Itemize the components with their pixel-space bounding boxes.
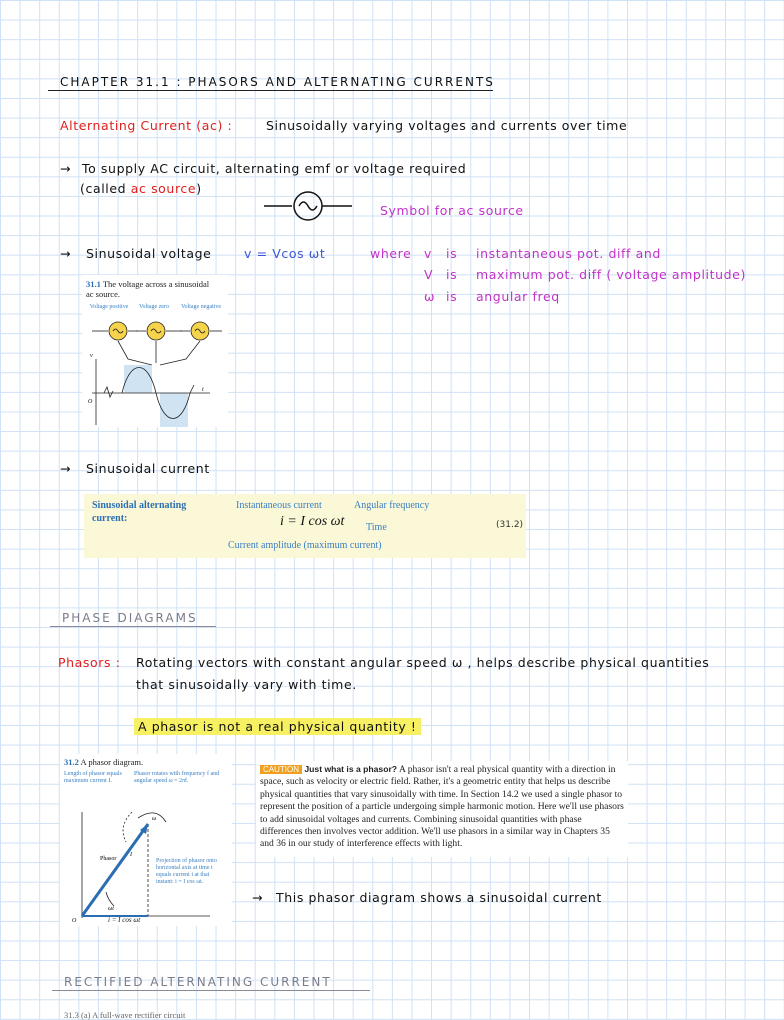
origin-label: O xyxy=(88,399,93,405)
voltage-formula: v = Vcos ωt xyxy=(244,246,326,261)
def-is: is xyxy=(446,289,458,304)
t-axis-label: t xyxy=(202,387,204,393)
figure-bottom-formula: i = I cos ωt xyxy=(108,916,141,924)
phasors-line-1: Rotating vectors with constant angular speed ω , helps describe physical quantities xyxy=(136,655,710,670)
label-length: Length of phasor equals maximum current I. xyxy=(64,771,122,784)
sinusoidal-voltage-label: Sinusoidal voltage xyxy=(86,246,212,261)
ac-source-symbol-icon xyxy=(262,190,354,222)
supply-line-2: (called ac source) xyxy=(80,181,202,196)
label-voltage-positive: Voltage positive xyxy=(89,304,129,310)
def-is: is xyxy=(446,246,458,261)
phasor-diagram-note: This phasor diagram shows a sinusoidal current xyxy=(276,890,602,905)
chapter-title: CHAPTER 31.1 : PHASORS AND ALTERNATING CURRENTS xyxy=(60,75,495,89)
ac-term: Alternating Current (ac) : xyxy=(60,118,233,133)
supply-line-1: To supply AC circuit, alternating emf or voltage required xyxy=(82,161,467,176)
figure-caption-cont: ac source. xyxy=(86,289,120,299)
phasor-note-highlight: A phasor is not a real physical quantity ! xyxy=(134,718,421,735)
i-label: I xyxy=(130,852,132,858)
def-text: angular freq xyxy=(476,289,560,304)
figure-31-2 xyxy=(60,754,232,926)
def-text: maximum pot. diff ( voltage amplitude) xyxy=(476,267,746,282)
eq-name: Sinusoidal alternating xyxy=(92,500,187,511)
figure-number: 31.1 xyxy=(86,279,101,289)
eq-formula: i = I cos ωt xyxy=(280,514,345,529)
figure-31-1 xyxy=(82,275,228,427)
wt-label: ωt xyxy=(108,906,114,912)
omega-label: ω xyxy=(152,816,157,822)
figure-number: 31.2 xyxy=(64,757,79,767)
caution-paragraph xyxy=(260,763,626,851)
def-symbol: ω xyxy=(424,289,436,304)
rectified-underline xyxy=(52,990,370,991)
phase-underline xyxy=(50,626,216,627)
eq-number: (31.2) xyxy=(496,520,524,530)
figure-caption: The voltage across a sinusoidal xyxy=(102,279,210,289)
eq-time-label: Time xyxy=(366,522,387,533)
phase-heading: PHASE DIAGRAMS xyxy=(62,611,198,625)
def-is: is xyxy=(446,267,458,282)
caution-text: A phasor isn't a real physical quantity with a direction in space, such as velocity or electric field. Rather, it's a geometric entity that helps us describe physical quantities that vary sinusoidally with time. In Section 14.2 we used a single phasor to represent the position of a particle undergoing simple harmonic motion. Here we'll use phasors to add sinusoidal voltages and currents. Combining sinusoidal quantities with phase differences then involves vector addition. We'll use phasors in a similar way in Chapters 35 and 36 in our study of interference effects with light. xyxy=(260,764,624,850)
phasor-label: Phasor xyxy=(100,856,117,862)
arrow-bullet-icon: → xyxy=(60,461,72,476)
eq-inst-label: Instantaneous current xyxy=(236,500,322,511)
equation-box xyxy=(84,494,526,558)
ac-definition: Sinusoidally varying voltages and currents over time xyxy=(266,118,628,133)
title-underline xyxy=(48,90,493,91)
def-symbol: v xyxy=(424,246,432,261)
arrow-bullet-icon: → xyxy=(252,890,264,905)
sinusoidal-current-label: Sinusoidal current xyxy=(86,461,210,476)
arrow-bullet-icon: → xyxy=(60,161,72,176)
def-symbol: V xyxy=(424,267,434,282)
eq-ang-label: Angular frequency xyxy=(354,500,430,511)
label-rotation: Phasor rotates with frequency f and angular speed ω = 2πf. xyxy=(134,771,220,784)
label-projection: Projection of phasor onto horizontal axis at time t equals current i at that instant: i = I cos ωt. xyxy=(156,858,217,885)
arrow-bullet-icon: → xyxy=(60,246,72,261)
eq-name-cont: current: xyxy=(92,513,128,524)
label-voltage-negative: Voltage negative xyxy=(180,304,222,310)
symbol-label: Symbol for ac source xyxy=(380,203,524,218)
sinusoid-graph xyxy=(82,319,228,427)
caution-box xyxy=(256,761,628,857)
label-voltage-zero: Voltage zero xyxy=(138,304,170,310)
phasors-line-2: that sinusoidally vary with time. xyxy=(136,677,357,692)
caution-tag: CAUTION xyxy=(260,765,302,774)
eq-amp-label: Current amplitude (maximum current) xyxy=(228,540,382,551)
figure-caption: A phasor diagram. xyxy=(80,757,144,767)
def-text: instantaneous pot. diff and xyxy=(476,246,661,261)
phasors-term: Phasors : xyxy=(58,655,121,670)
where-label: where xyxy=(370,246,412,261)
caution-lead: Just what is a phasor? xyxy=(304,764,398,774)
origin-label: O xyxy=(72,918,77,924)
v-axis-label: v xyxy=(90,353,93,359)
rectified-heading: RECTIFIED ALTERNATING CURRENT xyxy=(64,975,332,989)
figure-31-3-caption: 31.3 (a) A full-wave rectifier circuit xyxy=(64,1010,186,1020)
